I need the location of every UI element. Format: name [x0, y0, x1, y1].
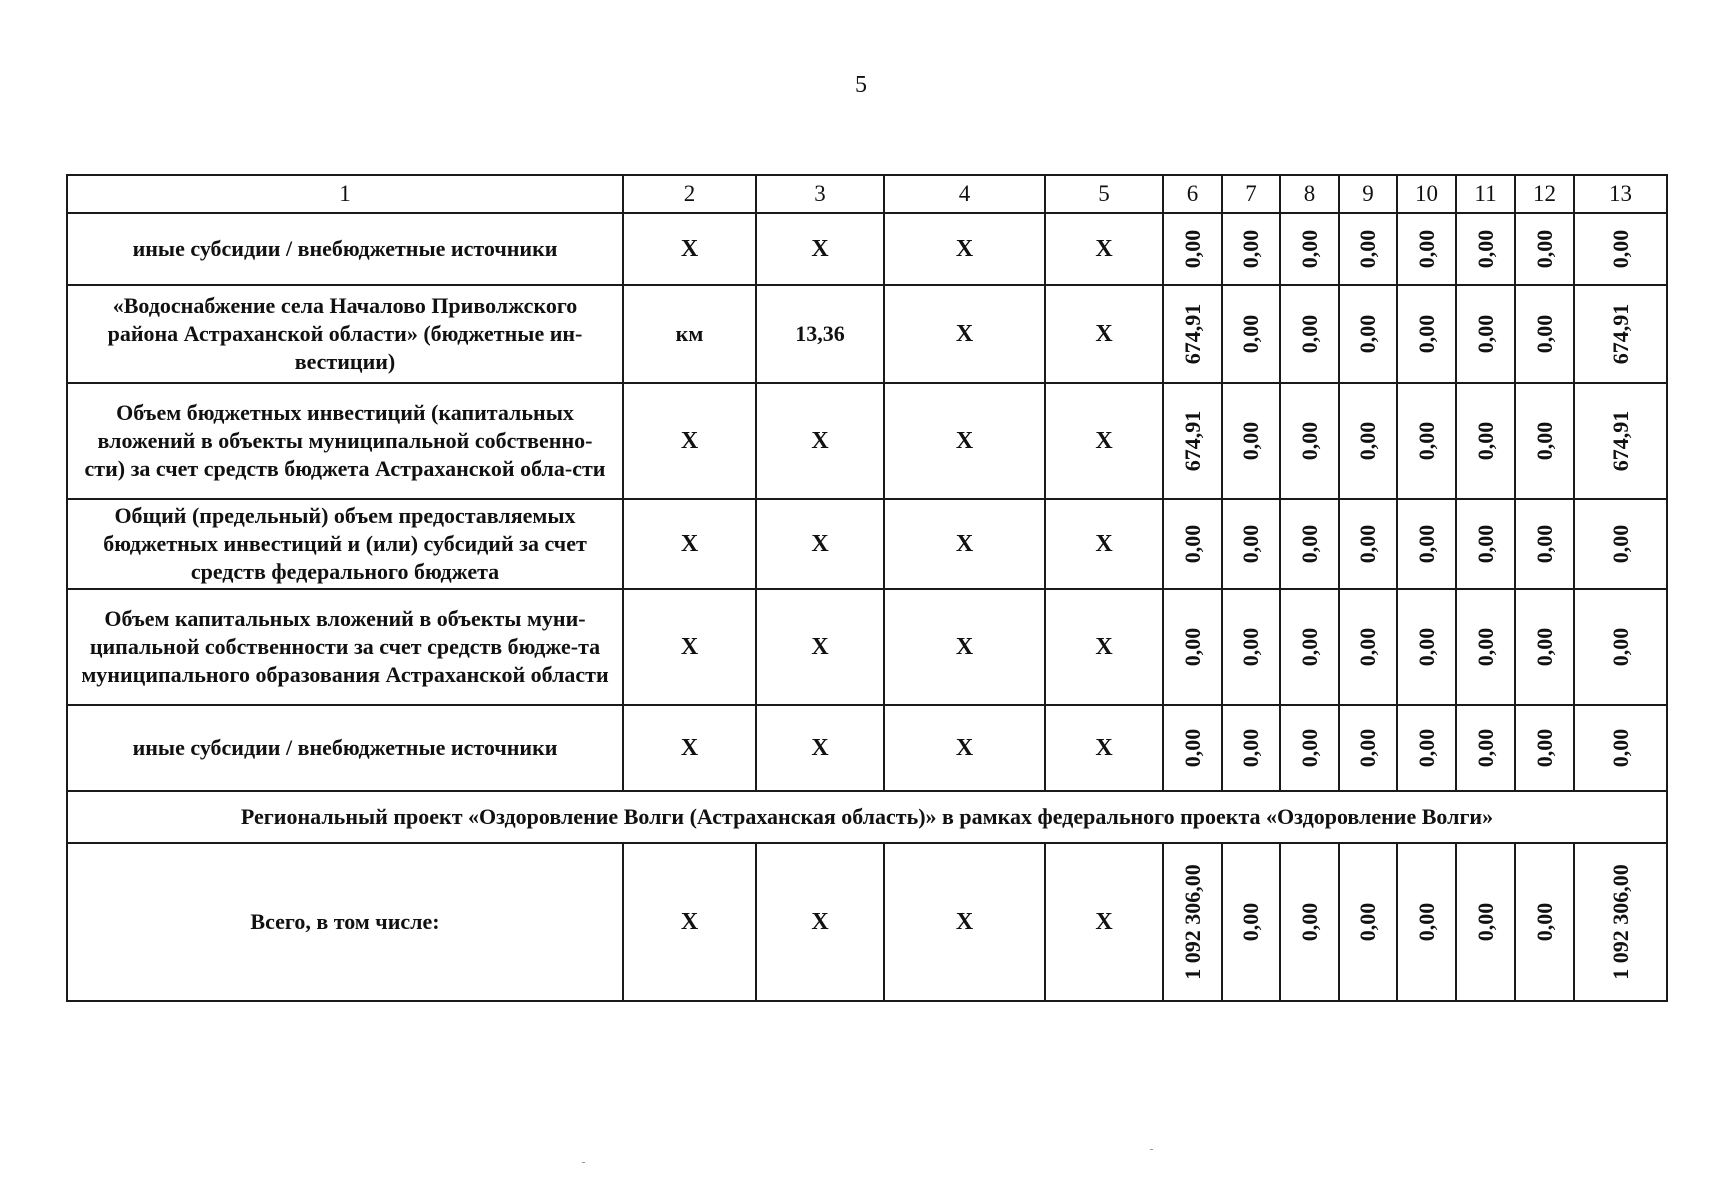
amount-value: 0,00: [1238, 421, 1263, 461]
amount-value: 0,00: [1472, 627, 1498, 667]
amount-value: 0,00: [1355, 728, 1380, 768]
amount-value: 0,00: [1296, 314, 1322, 354]
scan-speck: [582, 1162, 585, 1163]
amount-value: 0,00: [1472, 524, 1498, 564]
amount-cell: [1574, 213, 1667, 285]
amount-value: 0,00: [1355, 627, 1380, 667]
amount-cell: [1280, 843, 1339, 1001]
amount-cell: [1397, 705, 1456, 791]
amount-cell: [1574, 285, 1667, 383]
column-number-cell: 6: [1163, 175, 1222, 213]
amount-cell: [1397, 383, 1456, 499]
row-description: иные субсидии / внебюджетные источники: [67, 705, 623, 791]
amount-value: 0,00: [1238, 902, 1263, 942]
amount-value: 0,00: [1531, 229, 1557, 269]
amount-cell: [1456, 383, 1515, 499]
indicator-cell: X: [756, 499, 884, 589]
unit-cell: X: [623, 589, 756, 705]
amount-value: 0,00: [1296, 627, 1322, 667]
amount-value: 0,00: [1296, 728, 1322, 768]
amount-cell: [1222, 213, 1280, 285]
amount-value: 0,00: [1296, 229, 1322, 269]
amount-cell: [1222, 383, 1280, 499]
column-4-cell: X: [884, 285, 1045, 383]
column-number-cell: 13: [1574, 175, 1667, 213]
amount-value: 0,00: [1296, 524, 1322, 564]
amount-value: 0,00: [1531, 421, 1557, 461]
amount-cell: [1222, 843, 1280, 1001]
column-4-cell: X: [884, 589, 1045, 705]
column-number-cell: 4: [884, 175, 1045, 213]
section-row: [67, 791, 1667, 843]
amount-cell: [1397, 589, 1456, 705]
amount-cell: [1515, 213, 1574, 285]
amount-value: 0,00: [1413, 524, 1439, 564]
column-5-cell: X: [1045, 213, 1163, 285]
column-number-cell: 9: [1339, 175, 1397, 213]
amount-value: 0,00: [1472, 902, 1498, 942]
amount-cell: [1280, 499, 1339, 589]
amount-value: 0,00: [1413, 728, 1439, 768]
amount-cell: [1280, 213, 1339, 285]
amount-value: 0,00: [1531, 314, 1557, 354]
amount-value: 0,00: [1355, 421, 1380, 461]
column-4-cell: X: [884, 705, 1045, 791]
amount-cell: [1456, 499, 1515, 589]
scan-speck: [1150, 1149, 1153, 1150]
amount-value: 0,00: [1179, 627, 1205, 667]
amount-value: 0,00: [1472, 229, 1498, 269]
column-number-cell: 5: [1045, 175, 1163, 213]
indicator-cell: X: [756, 383, 884, 499]
amount-cell: [1397, 499, 1456, 589]
amount-value: 0,00: [1472, 314, 1498, 354]
amount-value: 0,00: [1472, 728, 1498, 768]
amount-cell: [1456, 589, 1515, 705]
column-number-cell: 11: [1456, 175, 1515, 213]
table-row: [67, 843, 1667, 1001]
amount-cell: [1574, 843, 1667, 1001]
amount-value: 0,00: [1355, 524, 1380, 564]
amount-cell: [1574, 589, 1667, 705]
amount-value: 0,00: [1296, 902, 1322, 942]
amount-cell: [1163, 213, 1222, 285]
amount-value: 0,00: [1238, 627, 1263, 667]
amount-cell: [1397, 843, 1456, 1001]
amount-value: 0,00: [1355, 229, 1380, 269]
row-description: Объем бюджетных инвестиций (капитальных вложений в объекты муниципальной собственно-сти) за счет средств бюджета Астраханской обла-сти: [67, 383, 623, 499]
table-row: [67, 213, 1667, 285]
amount-value: 0,00: [1472, 421, 1498, 461]
budget-table: [66, 174, 1668, 1002]
amount-cell: [1222, 499, 1280, 589]
column-number-cell: 2: [623, 175, 756, 213]
amount-cell: [1515, 705, 1574, 791]
amount-cell: [1397, 285, 1456, 383]
amount-value: 674,91: [1179, 410, 1205, 472]
amount-value: 1 092 306,00: [1607, 864, 1633, 980]
amount-value: 0,00: [1607, 627, 1633, 667]
column-5-cell: X: [1045, 499, 1163, 589]
amount-cell: [1456, 213, 1515, 285]
amount-value: 0,00: [1413, 421, 1439, 461]
column-5-cell: X: [1045, 843, 1163, 1001]
amount-value: 0,00: [1413, 229, 1439, 269]
amount-value: 0,00: [1355, 314, 1380, 354]
row-description: иные субсидии / внебюджетные источники: [67, 213, 623, 285]
amount-value: 1 092 306,00: [1179, 864, 1205, 980]
column-5-cell: X: [1045, 705, 1163, 791]
table-row: [67, 589, 1667, 705]
amount-value: 0,00: [1531, 627, 1557, 667]
amount-cell: [1339, 383, 1397, 499]
page-number: 5: [855, 72, 867, 98]
row-description: «Водоснабжение села Началово Приволжского района Астраханской области» (бюджетные ин-вестиции): [67, 285, 623, 383]
indicator-cell: X: [756, 843, 884, 1001]
amount-value: 0,00: [1413, 627, 1439, 667]
amount-cell: [1163, 383, 1222, 499]
amount-value: 0,00: [1238, 524, 1263, 564]
amount-value: 0,00: [1179, 524, 1205, 564]
column-number-cell: 3: [756, 175, 884, 213]
column-4-cell: X: [884, 383, 1045, 499]
indicator-cell: 13,36: [756, 285, 884, 383]
row-description: Общий (предельный) объем предоставляемых бюджетных инвестиций и (или) субсидий за счет средств федерального бюджета: [67, 499, 623, 589]
column-number-row: [67, 175, 1667, 213]
amount-value: 0,00: [1531, 728, 1557, 768]
column-number-cell: 10: [1397, 175, 1456, 213]
indicator-cell: X: [756, 705, 884, 791]
amount-cell: [1339, 589, 1397, 705]
column-5-cell: X: [1045, 589, 1163, 705]
amount-value: 0,00: [1607, 524, 1633, 564]
amount-value: 0,00: [1531, 524, 1557, 564]
amount-cell: [1397, 213, 1456, 285]
amount-cell: [1163, 843, 1222, 1001]
column-number-cell: 1: [67, 175, 623, 213]
amount-cell: [1456, 705, 1515, 791]
table-row: [67, 383, 1667, 499]
amount-cell: [1163, 705, 1222, 791]
indicator-cell: X: [756, 589, 884, 705]
amount-cell: [1339, 213, 1397, 285]
amount-cell: [1339, 285, 1397, 383]
amount-cell: [1515, 843, 1574, 1001]
unit-cell: X: [623, 705, 756, 791]
amount-value: 0,00: [1238, 314, 1263, 354]
amount-cell: [1574, 499, 1667, 589]
amount-cell: [1515, 589, 1574, 705]
amount-cell: [1163, 285, 1222, 383]
column-4-cell: X: [884, 843, 1045, 1001]
row-description: Всего, в том числе:: [67, 843, 623, 1001]
unit-cell: X: [623, 499, 756, 589]
table-row: [67, 499, 1667, 589]
section-title: Региональный проект «Оздоровление Волги (Астраханская область)» в рамках федерального проекта «Оздоровление Волги»: [67, 791, 1667, 843]
amount-cell: [1456, 285, 1515, 383]
amount-value: 0,00: [1179, 728, 1205, 768]
amount-value: 0,00: [1179, 229, 1205, 269]
amount-value: 674,91: [1607, 303, 1633, 365]
amount-value: 0,00: [1413, 314, 1439, 354]
amount-cell: [1222, 285, 1280, 383]
amount-cell: [1574, 383, 1667, 499]
amount-value: 674,91: [1607, 410, 1633, 472]
row-description: Объем капитальных вложений в объекты муни-ципальной собственности за счет средств бюдже-та муниципального образования Астраханской области: [67, 589, 623, 705]
amount-value: 0,00: [1531, 902, 1557, 942]
column-number-cell: 7: [1222, 175, 1280, 213]
amount-cell: [1515, 285, 1574, 383]
amount-value: 0,00: [1413, 902, 1439, 942]
amount-cell: [1456, 843, 1515, 1001]
column-5-cell: X: [1045, 383, 1163, 499]
amount-cell: [1280, 589, 1339, 705]
amount-cell: [1339, 843, 1397, 1001]
amount-cell: [1222, 705, 1280, 791]
amount-cell: [1339, 499, 1397, 589]
table-row: [67, 285, 1667, 383]
amount-value: 0,00: [1607, 728, 1633, 768]
amount-value: 0,00: [1607, 229, 1633, 269]
column-4-cell: X: [884, 499, 1045, 589]
table-row: [67, 705, 1667, 791]
amount-cell: [1222, 589, 1280, 705]
column-number-cell: 12: [1515, 175, 1574, 213]
amount-cell: [1515, 383, 1574, 499]
amount-cell: [1280, 383, 1339, 499]
amount-cell: [1339, 705, 1397, 791]
unit-cell: X: [623, 383, 756, 499]
unit-cell: X: [623, 843, 756, 1001]
column-number-cell: 8: [1280, 175, 1339, 213]
amount-cell: [1163, 499, 1222, 589]
amount-value: 0,00: [1238, 229, 1263, 269]
amount-cell: [1163, 589, 1222, 705]
amount-value: 674,91: [1179, 303, 1205, 365]
amount-cell: [1280, 705, 1339, 791]
column-5-cell: X: [1045, 285, 1163, 383]
amount-cell: [1574, 705, 1667, 791]
unit-cell: км: [623, 285, 756, 383]
column-4-cell: X: [884, 213, 1045, 285]
amount-value: 0,00: [1355, 902, 1380, 942]
amount-value: 0,00: [1296, 421, 1322, 461]
unit-cell: X: [623, 213, 756, 285]
amount-value: 0,00: [1238, 728, 1263, 768]
amount-cell: [1515, 499, 1574, 589]
indicator-cell: X: [756, 213, 884, 285]
amount-cell: [1280, 285, 1339, 383]
